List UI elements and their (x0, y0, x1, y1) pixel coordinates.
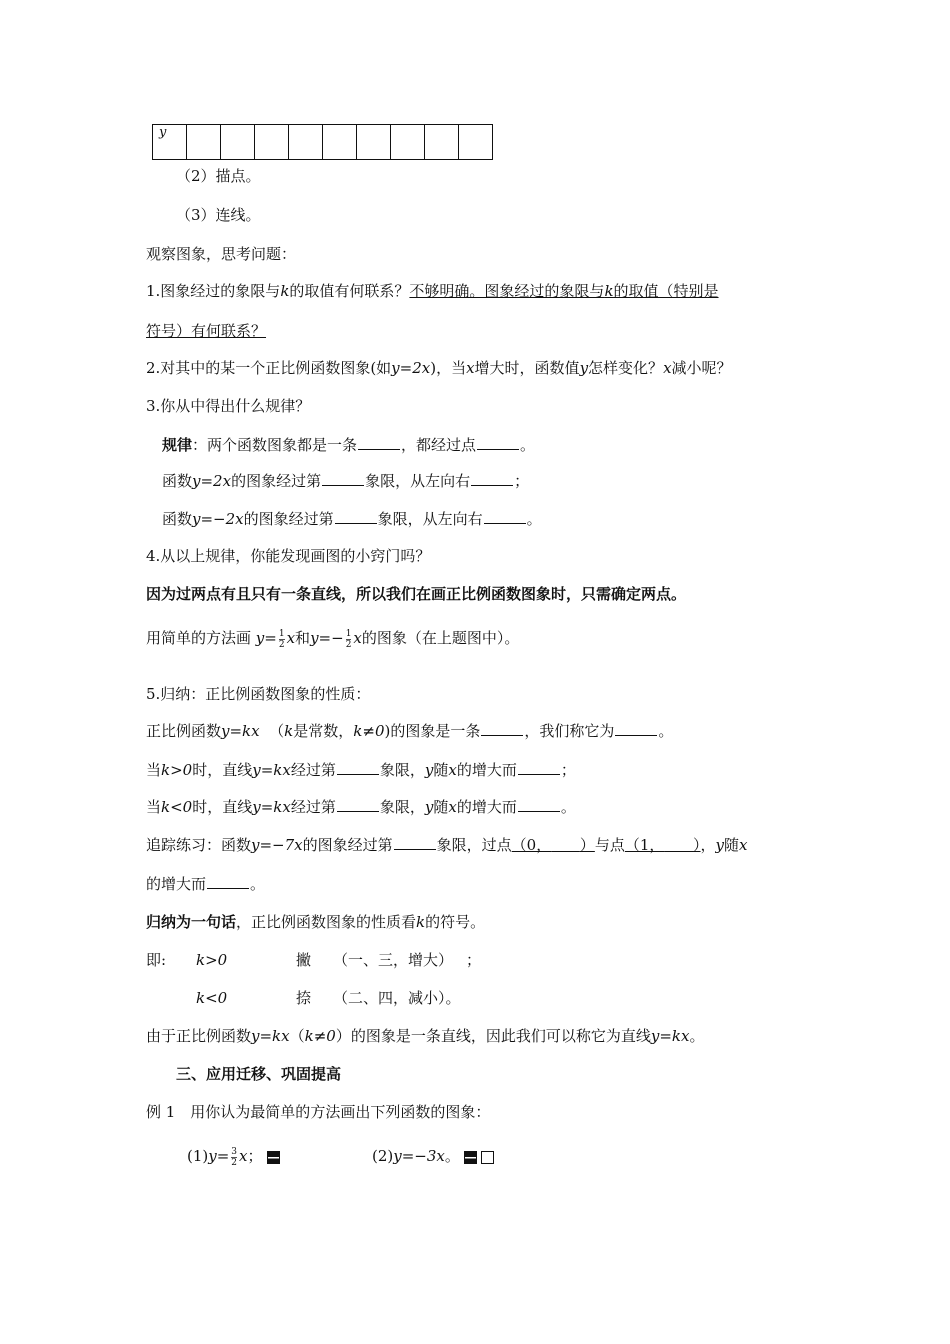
blank[interactable] (471, 471, 513, 486)
rule-1: 函数y=2x的图象经过第 象限，从左向右 ； (162, 472, 530, 490)
blank[interactable] (481, 721, 523, 736)
blank[interactable] (394, 835, 436, 850)
question-1-cont: 符号）有何联系？ (146, 322, 267, 340)
blank[interactable] (337, 760, 379, 775)
example-1a: (1)y= $\frac{3}{2}$ x； (187, 1146, 280, 1168)
blank[interactable] (358, 435, 400, 450)
blank[interactable] (615, 721, 657, 736)
question-4: 4.从以上规律，你能发现画图的小窍门吗？ (146, 547, 431, 565)
property-3: 当k<0时，直线y=kx经过第 象限，y随x的增大而 。 (146, 798, 576, 816)
floppy-icon (464, 1151, 477, 1164)
bold-statement: 因为过两点有且只有一条直线，所以我们在画正比例函数图象时，只需确定两点。 (146, 585, 687, 603)
ji2-desc: （二、四，减小）。 (333, 989, 461, 1007)
fraction: $\frac{1}{2}$ (278, 628, 285, 650)
blank[interactable] (337, 797, 379, 812)
question-1: 1.图象经过的象限与k的取值有何联系？不够明确。图象经过的象限与k的取值（特别是 (146, 282, 719, 300)
blank[interactable] (484, 509, 526, 524)
blank[interactable] (518, 760, 560, 775)
step-2: （2）描点。 (176, 167, 261, 185)
conclusion: 由于正比例函数y=kx（k≠0）的图象是一条直线，因此我们可以称它为直线y=kx。 (146, 1027, 705, 1045)
ji2-cond: k<0 (196, 989, 228, 1007)
example-1: 例 1 用你认为最简单的方法画出下列函数的图象： (146, 1103, 491, 1121)
fraction: $\frac{1}{2}$ (345, 628, 352, 650)
value-table (152, 124, 493, 160)
question-2: 2.对其中的某一个正比例函数图象(如y=2x)，当x增大时，函数值y怎样变化？x减小呢？ (146, 359, 732, 377)
ji1-end: ； (466, 951, 482, 969)
blank[interactable] (322, 471, 364, 486)
ji2-char: 捺 (296, 989, 312, 1007)
blank[interactable] (207, 874, 249, 889)
question-5: 5.归纳：正比例函数图象的性质： (146, 685, 371, 703)
box-icon (481, 1151, 494, 1164)
fraction: $\frac{3}{2}$ (231, 1146, 238, 1168)
draw-instruction: 用简单的方法画 y= $\frac{1}{2}$ x和y=− $\frac{1}{2}$ x的图象（在上题图中）。 (146, 628, 520, 650)
table-row-label: y (153, 125, 187, 160)
ji1-desc: （一、三，增大） (333, 951, 454, 969)
property-2: 当k>0时，直线y=kx经过第 象限，y随x的增大而 ； (146, 761, 576, 779)
ji1-cond: k>0 (196, 951, 228, 969)
example-1b: (2)y=−3x。 (372, 1146, 494, 1166)
tracking-exercise-cont: 的增大而 。 (146, 875, 266, 893)
rule-2: 函数y=−2x的图象经过第 象限，从左向右 。 (162, 510, 542, 528)
table-row (153, 125, 493, 160)
observe-heading: 观察图象，思考问题： (146, 245, 297, 263)
property-1: 正比例函数y=kx （k是常数，k≠0)的图象是一条 ，我们称它为 。 (146, 722, 674, 740)
ji-label: 即: (146, 951, 167, 969)
section-heading: 三、应用迁移、巩固提高 (176, 1065, 342, 1083)
tracking-exercise: 追踪练习：函数y=−7x的图象经过第 象限，过点（0， ）与点（1， ），y随x (146, 836, 748, 854)
blank[interactable] (477, 435, 519, 450)
rule: 规律：两个函数图象都是一条 ，都经过点 。 (162, 436, 536, 454)
question-3: 3.你从中得出什么规律？ (146, 397, 311, 415)
step-3: （3）连线。 (176, 206, 261, 224)
blank[interactable] (335, 509, 377, 524)
summary: 归纳为一句话，正比例函数图象的性质看k的符号。 (146, 913, 486, 931)
ji1-char: 撇 (296, 951, 312, 969)
blank[interactable] (518, 797, 560, 812)
comment-underlined: 不够明确。图象经过的象限与k的取值（特别是 (409, 282, 719, 300)
floppy-icon (267, 1151, 280, 1164)
